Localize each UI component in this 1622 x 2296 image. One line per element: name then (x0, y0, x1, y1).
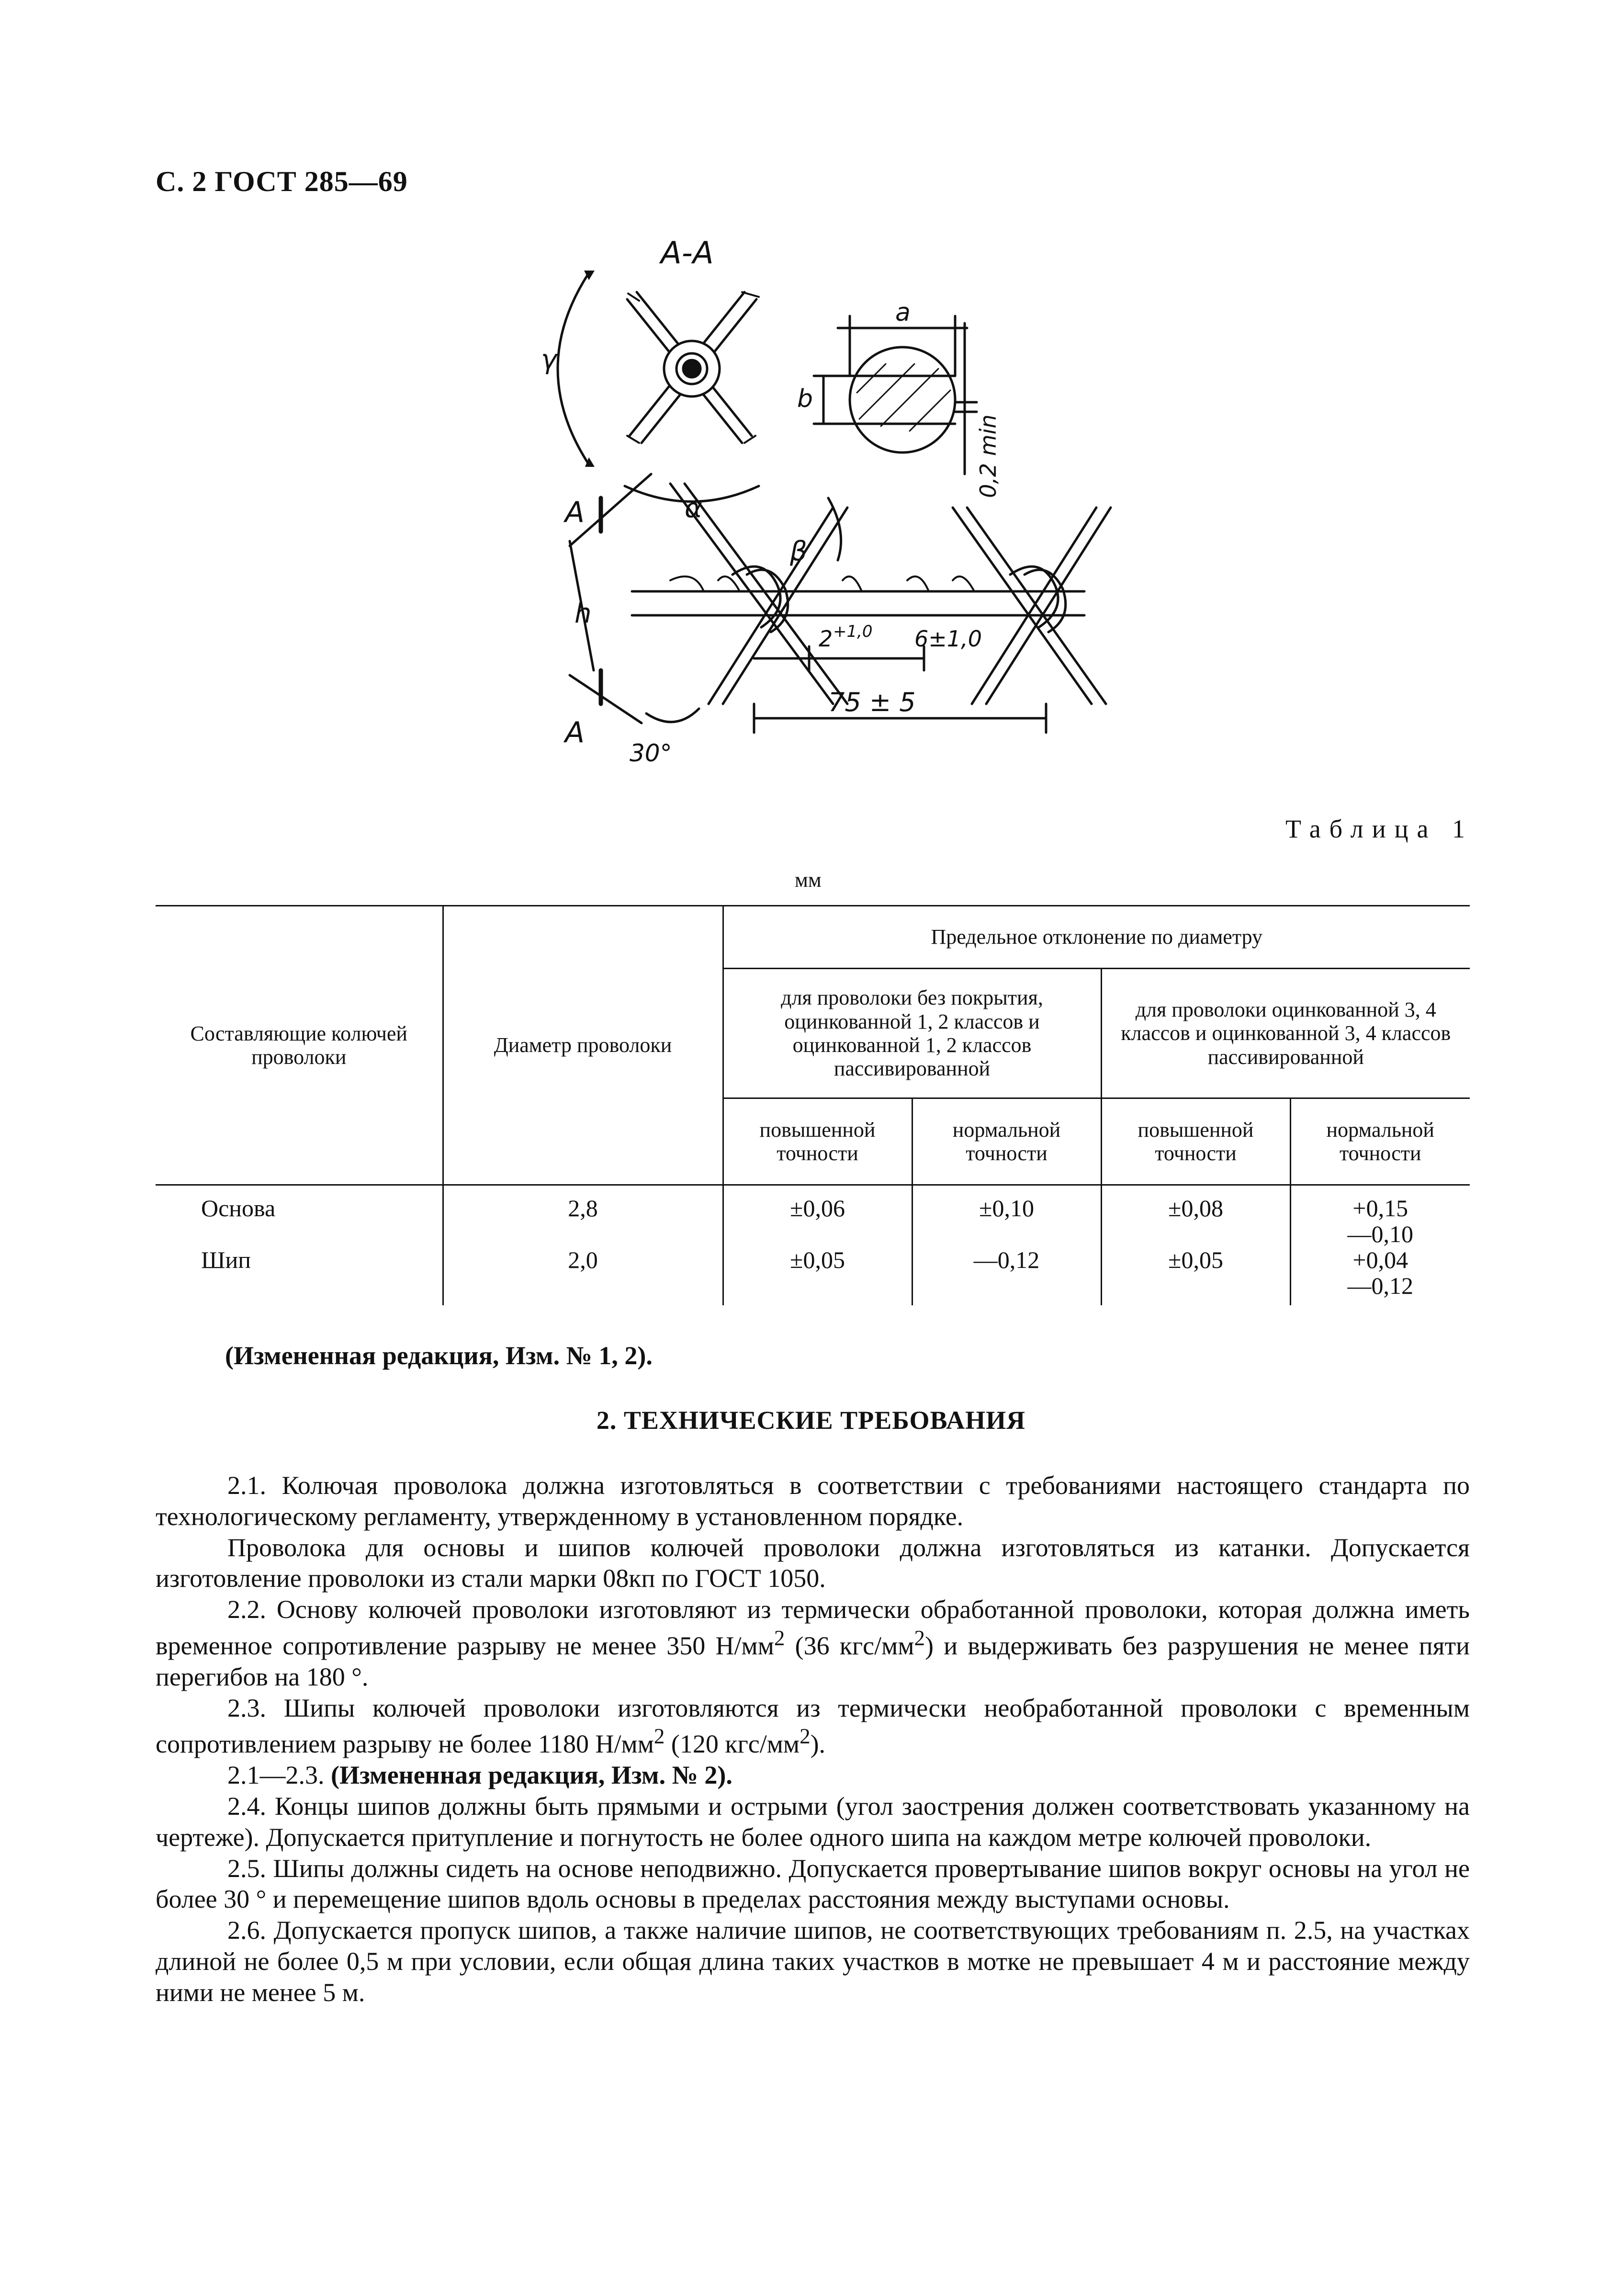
cut-label-top: А (565, 496, 585, 529)
angle-beta-label: β (790, 536, 807, 567)
paragraph-2-1: 2.1. Колючая проволока должна изготовляться в соответствии с требованиями настоящего стандарта по технологическому регламенту, утвержденному в установленном порядке. (156, 1471, 1470, 1531)
cell-g2-normal-upper: +0,15 (1352, 1195, 1408, 1222)
header-component: Составляющие колючей проволоки (156, 906, 443, 1185)
paragraph-2-2-text-c: ) и выдерживать без разрушения не менее пяти перегибов на 180 °. (156, 1631, 1470, 1691)
cell-g1-normal: ±0,10 (912, 1185, 1101, 1247)
paragraph-amendment-2 (156, 1760, 1470, 1791)
table-caption: Таблица 1 (1285, 814, 1474, 843)
cell-g2-normal-lower: —0,10 (1347, 1221, 1413, 1247)
dim-h-label: h (574, 598, 592, 629)
header-high-2: повышенной точности (1101, 1098, 1290, 1185)
section-aa-label: А-А (661, 236, 714, 271)
section-aa-view (627, 292, 759, 443)
cell-diameter: 2,8 (443, 1185, 723, 1247)
header-group-2: для проволоки оцинкованной 3, 4 классов и оцинкованной 3, 4 классов пассивированной (1101, 969, 1470, 1098)
superscript: 2 (914, 1626, 925, 1650)
paragraph-2-2-text-a: 2.2. Основу колючей проволоки изготовляют из термически обработанной проволоки, которая должна иметь временное сопротивление разрыву не менее 350 Н/мм (156, 1595, 1470, 1660)
paragraph-2-5: 2.5. Шипы должны сидеть на основе неподвижно. Допускается провертывание шипов вокруг основы на угол не более 30 ° и перемещение шипов вдоль основы в пределах расстояния между выступами основы. (156, 1854, 1470, 1914)
superscript: 2 (774, 1626, 785, 1650)
header-normal-1: нормальной точности (912, 1098, 1101, 1185)
header-group-1: для проволоки без покрытия, оцинкованной 1, 2 классов и оцинкованной 1, 2 классов пассивированной (723, 969, 1101, 1098)
cell-component: Основа (201, 1195, 276, 1222)
cell-g2-normal-upper: +0,04 (1352, 1246, 1408, 1273)
amendment-bold: (Измененная редакция, Изм. № 2). (331, 1761, 732, 1790)
dim-min-label: 0,2 min (975, 414, 1001, 498)
paragraph-2-3-text-b: (120 кгс/мм (665, 1730, 800, 1759)
tolerance-table (156, 905, 1470, 1305)
cell-g2-normal-lower: —0,12 (1347, 1272, 1413, 1299)
cell-g1-normal: —0,12 (912, 1247, 1101, 1305)
paragraph-2-3-text-c: ). (810, 1730, 826, 1759)
cell-g2-normal (1290, 1185, 1470, 1247)
dim-step1-label: 2 (819, 626, 833, 652)
body-text (156, 1470, 1470, 2008)
cell-g2-high: ±0,05 (1101, 1247, 1290, 1305)
cell-g1-high: ±0,05 (723, 1247, 912, 1305)
dim-b-label: b (797, 385, 813, 413)
dim-a-label: a (895, 298, 911, 327)
cut-label-bottom: А (565, 716, 585, 749)
cell-component: Шип (201, 1246, 251, 1273)
dim-step2-label: 6±1,0 (914, 626, 982, 652)
wire-side-view (632, 484, 1111, 704)
angle-alpha-label: α (685, 493, 702, 524)
cell-g2-normal (1290, 1247, 1470, 1305)
amendment-prefix: 2.1—2.3. (227, 1761, 331, 1790)
paragraph-2-2 (156, 1594, 1470, 1692)
dim-angle-label: 30° (630, 739, 672, 767)
paragraph-2-3 (156, 1693, 1470, 1760)
dim-pitch-label: 75 ± 5 (828, 687, 916, 717)
paragraph-2-6: 2.6. Допускается пропуск шипов, а также наличие шипов, не соответствующих требованиям п. 2.5, на участках длиной не более 0,5 м при условии, если общая длина таких участков в мотке не превышает 4 м и расстояние между ними не менее 5 м. (156, 1916, 1470, 2007)
wire-cross-section (814, 316, 977, 474)
paragraph-2-4: 2.4. Концы шипов должны быть прямыми и острыми (угол заострения должен соответствовать указанному на чертеже). Допускается притупление и погнутость не более одного шипа на каждом метре колючей проволоки. (156, 1791, 1470, 1852)
barbed-wire-drawing-svg (503, 225, 1125, 800)
paragraph-2-2-text-b: (36 кгс/мм (785, 1631, 914, 1660)
cell-g2-high: ±0,08 (1101, 1185, 1290, 1247)
header-high-1: повышенной точности (723, 1098, 912, 1185)
table-units: мм (795, 868, 822, 892)
paragraph-2-1-material: Проволока для основы и шипов колючей проволоки должна изготовляться из катанки. Допускается изготовление проволоки из стали марки 08кп по ГОСТ 1050. (156, 1533, 1470, 1593)
superscript: 2 (800, 1724, 811, 1749)
angle-gamma-arc (558, 273, 589, 464)
angle-gamma-label: γ (541, 344, 557, 375)
table-row (156, 1185, 1470, 1247)
table-row (156, 1247, 1470, 1305)
header-deviation: Предельное отклонение по диаметру (723, 906, 1470, 969)
cell-g1-high: ±0,06 (723, 1185, 912, 1247)
page-header: С. 2 ГОСТ 285—69 (156, 166, 408, 197)
cell-diameter: 2,0 (443, 1247, 723, 1305)
amendment-note: (Измененная редакция, Изм. № 1, 2). (225, 1341, 653, 1370)
superscript: 2 (653, 1724, 665, 1749)
header-normal-2: нормальной точности (1290, 1098, 1470, 1185)
paragraph-2-3-text-a: 2.3. Шипы колючей проволоки изготовляются из термически необработанной проволоки с временным сопротивлением разрыву не более 1180 Н/мм (156, 1693, 1470, 1759)
dim-step1-tol-label: +1,0 (833, 622, 873, 641)
header-diameter: Диаметр проволоки (443, 906, 723, 1185)
technical-drawing (503, 225, 1125, 800)
section-title: 2. ТЕХНИЧЕСКИЕ ТРЕБОВАНИЯ (596, 1406, 1026, 1435)
